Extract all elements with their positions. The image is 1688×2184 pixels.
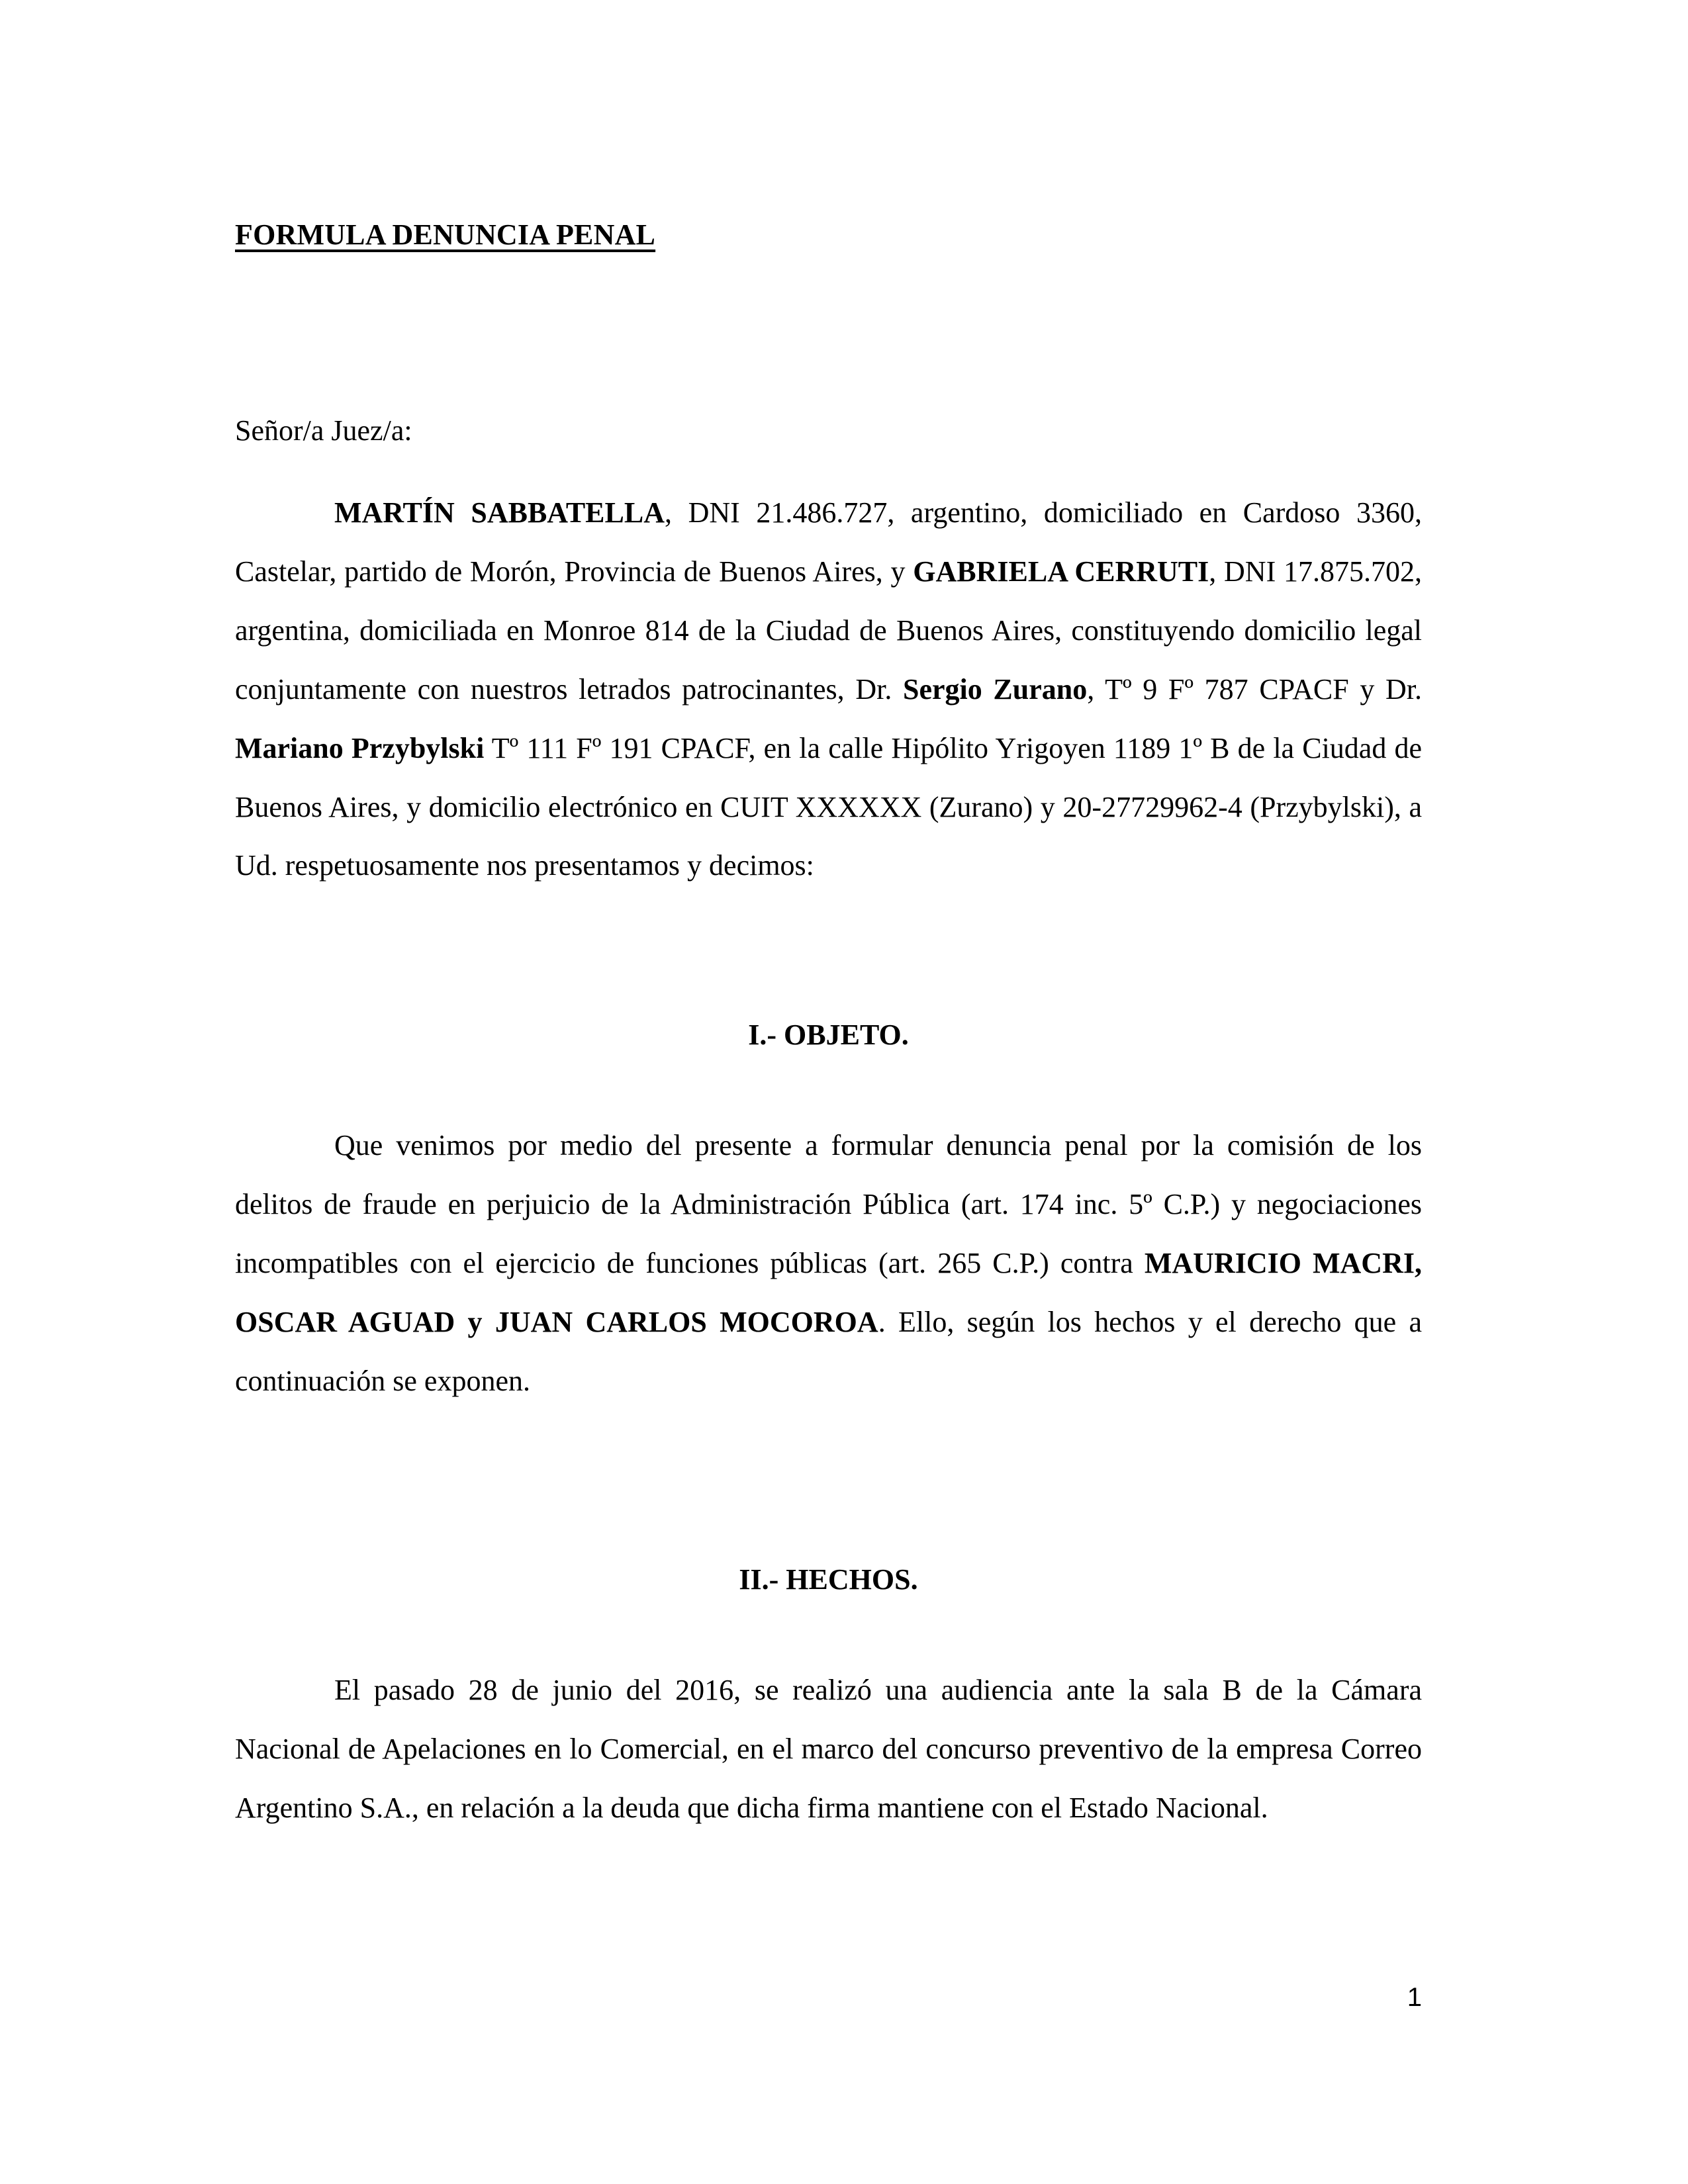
- objeto-segment-2: . Ello, según los hechos y el derecho que a continuación se exponen.: [235, 1305, 1423, 1397]
- salutation-line: Señor/a Juez/a:: [235, 414, 412, 447]
- appearance-segment-3: , Tº 9 Fº 787 CPACF y Dr.: [1087, 672, 1423, 705]
- lawyer-name-przybylski: Mariano Przybylski: [235, 731, 485, 764]
- appearance-segment-4: Tº 111 Fº 191 CPACF, en la calle Hipólito Yrigoyen 1189 1º B de la Ciudad de Buenos Aires, y domicilio electrónico en CUIT XXXXXX (Zurano) y 20-27729962-4 (Przybylski), a Ud. respetuosamente nos presentamos y decimos:: [235, 731, 1423, 882]
- accused-names: MAURICIO MACRI, OSCAR AGUAD y JUAN CARLOS MOCOROA: [235, 1246, 1422, 1338]
- appearance-segment-2: , DNI 17.875.702, argentina, domiciliada en Monroe 814 de la Ciudad de Buenos Aires, constituyendo domicilio legal conjuntamente con nuestros letrados patrocinantes, Dr.: [235, 555, 1423, 705]
- page-number: 1: [1407, 1983, 1422, 2012]
- denunciante-name-cerruti: GABRIELA CERRUTI: [913, 555, 1209, 588]
- hechos-paragraph: El pasado 28 de junio del 2016, se realizó una audiencia ante la sala B de la Cámara Nacional de Apelaciones en lo Comercial, en el marco del concurso preventivo de la empresa Correo Argentino S.A., en relación a la deuda que dicha firma mantiene con el Estado Nacional.: [235, 1674, 1422, 1825]
- objeto-paragraph: [235, 1116, 1422, 1410]
- objeto-segment-1: Que venimos por medio del presente a formular denuncia penal por la comisión de los delitos de fraude en perjuicio de la Administración Pública (art. 174 inc. 5º C.P.) y negociaciones incompatibles con el ejercicio de funciones públicas (art. 265 C.P.) contra: [235, 1129, 1422, 1279]
- document-title: FORMULA DENUNCIA PENAL: [235, 218, 656, 251]
- lawyer-name-zurano: Sergio Zurano: [902, 672, 1088, 705]
- document-content: [235, 0, 1422, 1838]
- denunciante-name-sabbatella: MARTÍN SABBATELLA: [334, 496, 665, 529]
- appearance-paragraph: [235, 484, 1422, 895]
- section-heading-objeto: I.- OBJETO.: [748, 1019, 909, 1052]
- appearance-segment-1: , DNI 21.486.727, argentino, domiciliado en Cardoso 3360, Castelar, partido de Morón, Provincia de Buenos Aires, y: [235, 496, 1422, 588]
- section-heading-hechos: II.- HECHOS.: [739, 1563, 918, 1596]
